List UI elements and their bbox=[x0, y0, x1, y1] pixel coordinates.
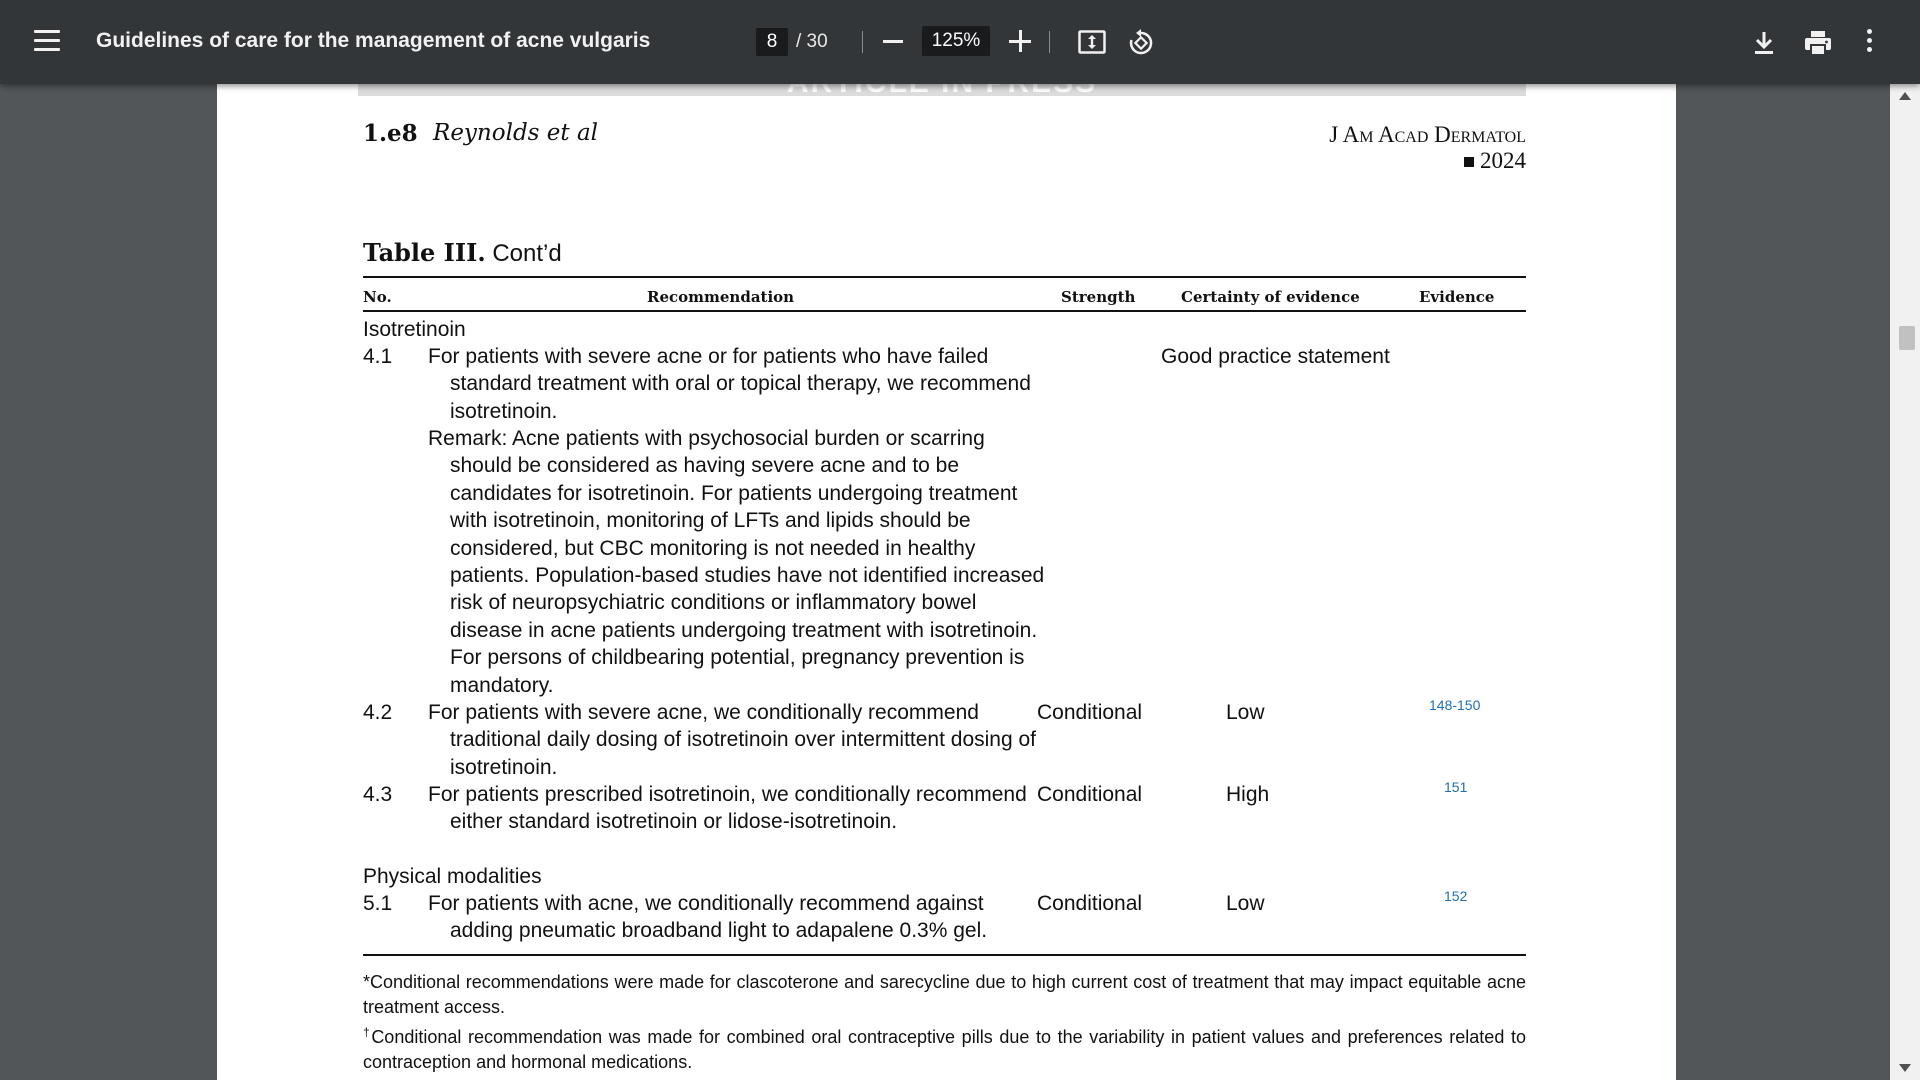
strength-value: Conditional bbox=[1037, 892, 1143, 915]
pdf-page bbox=[217, 84, 1676, 1080]
recommendation-text: For patients with severe acne or for patients who have failed standard treatment with oral or topical therapy, we recommend isotretinoin. bbox=[428, 345, 1031, 423]
toolbar-divider bbox=[862, 31, 863, 53]
footnote-text: Conditional recommendation was made for combined oral contraceptive pills due to the variability in patient values and preferences related to contraception and hormonal medications. bbox=[363, 1027, 1526, 1072]
certainty-value: High bbox=[1226, 783, 1270, 806]
row-number: 4.3 bbox=[363, 783, 393, 806]
evidence-reference-link[interactable]: 148-150 bbox=[1429, 697, 1481, 713]
recommendation-text: For patients with severe acne, we conditionally recommend traditional daily dosing of isotretinoin over intermittent dosing of isotretinoin. bbox=[428, 701, 1036, 779]
row-number: 4.2 bbox=[363, 701, 393, 724]
evidence-reference-link[interactable]: 152 bbox=[1444, 888, 1468, 904]
page-count: / 30 bbox=[796, 31, 828, 52]
header-strength: Strength bbox=[1061, 288, 1136, 306]
table-footnote bbox=[363, 970, 1526, 1020]
running-head-authors: Reynolds et al bbox=[433, 120, 599, 146]
footnote-mark: * bbox=[363, 972, 371, 992]
table-title-suffix: Cont’d bbox=[492, 240, 562, 267]
header-certainty: Certainty of evidence bbox=[1181, 288, 1360, 306]
running-head-page-number: 1.e8 bbox=[363, 120, 418, 147]
recommendation-remark: Remark: Acne patients with psychosocial burden or scarring should be considered as having severe acne and to be candidates for isotretinoin. For patients undergoing treatment with isotretinoin, monitoring of LFTs and lipids should be considered, but CBC monitoring is not needed in healthy patients. Population-based studies have not identified increased risk of neuropsychiatric conditions or inflammatory bowel disease in acne patients undergoing treatment with isotretinoin. For persons of childbearing potential, pregnancy prevention is mandatory. bbox=[428, 427, 1045, 697]
table-bottom-rule bbox=[363, 954, 1526, 956]
row-number: 4.1 bbox=[363, 345, 393, 368]
strength-value: Conditional bbox=[1037, 701, 1143, 724]
evidence-reference-link[interactable]: 151 bbox=[1444, 779, 1468, 795]
scroll-down-icon[interactable] bbox=[1899, 1064, 1911, 1072]
table-title bbox=[363, 238, 562, 268]
footnote-mark: † bbox=[363, 1025, 372, 1039]
print-icon[interactable] bbox=[1803, 29, 1833, 57]
more-options-icon[interactable] bbox=[1862, 29, 1876, 57]
rotate-icon[interactable] bbox=[1127, 29, 1155, 57]
certainty-value: Low bbox=[1226, 701, 1265, 724]
header-evidence: Evidence bbox=[1419, 288, 1495, 306]
row-number: 5.1 bbox=[363, 892, 393, 915]
zoom-level-input[interactable]: 125% bbox=[922, 26, 990, 56]
footnote-text: Conditional recommendations were made for clascoterone and sarecycline due to high current cost of treatment that may impact equitable acne treatment access. bbox=[363, 972, 1526, 1017]
page-number-input[interactable]: 8 bbox=[756, 28, 788, 56]
toolbar-divider bbox=[1049, 31, 1050, 53]
strength-value: Conditional bbox=[1037, 783, 1143, 806]
zoom-out-icon[interactable] bbox=[883, 40, 903, 43]
header-recommendation: Recommendation bbox=[647, 288, 795, 306]
scroll-up-icon[interactable] bbox=[1899, 92, 1911, 100]
download-icon[interactable] bbox=[1750, 29, 1778, 57]
section-heading: Isotretinoin bbox=[363, 318, 466, 341]
recommendation-text: For patients with acne, we conditionally recommend against adding pneumatic broadband light to adapalene 0.3% gel. bbox=[428, 892, 988, 943]
table-top-rule bbox=[363, 276, 1526, 278]
certainty-value: Low bbox=[1226, 892, 1265, 915]
good-practice-statement: Good practice statement bbox=[1161, 345, 1390, 368]
table-footnote bbox=[363, 1020, 1526, 1075]
document-title: Guidelines of care for the management of acne vulgaris bbox=[96, 29, 651, 52]
recommendation-text: For patients prescribed isotretinoin, we conditionally recommend either standard isotretinoin or lidose-isotretinoin. bbox=[428, 783, 1027, 834]
running-head-journal: J Am Acad Dermatol bbox=[1329, 122, 1526, 147]
scrollbar-thumb[interactable] bbox=[1899, 326, 1915, 350]
section-heading: Physical modalities bbox=[363, 865, 542, 888]
menu-icon[interactable] bbox=[34, 30, 60, 52]
year-text: 2024 bbox=[1480, 148, 1526, 173]
vertical-scrollbar[interactable] bbox=[1890, 84, 1920, 1080]
table-title-label: Table III. bbox=[363, 238, 486, 267]
square-bullet-icon bbox=[1464, 157, 1474, 167]
zoom-in-icon[interactable] bbox=[1009, 30, 1031, 52]
header-no: No. bbox=[363, 288, 392, 306]
fit-page-icon[interactable] bbox=[1078, 30, 1106, 54]
running-head-year bbox=[1464, 148, 1526, 174]
pdf-toolbar bbox=[0, 0, 1920, 84]
table-header-rule bbox=[363, 310, 1526, 312]
